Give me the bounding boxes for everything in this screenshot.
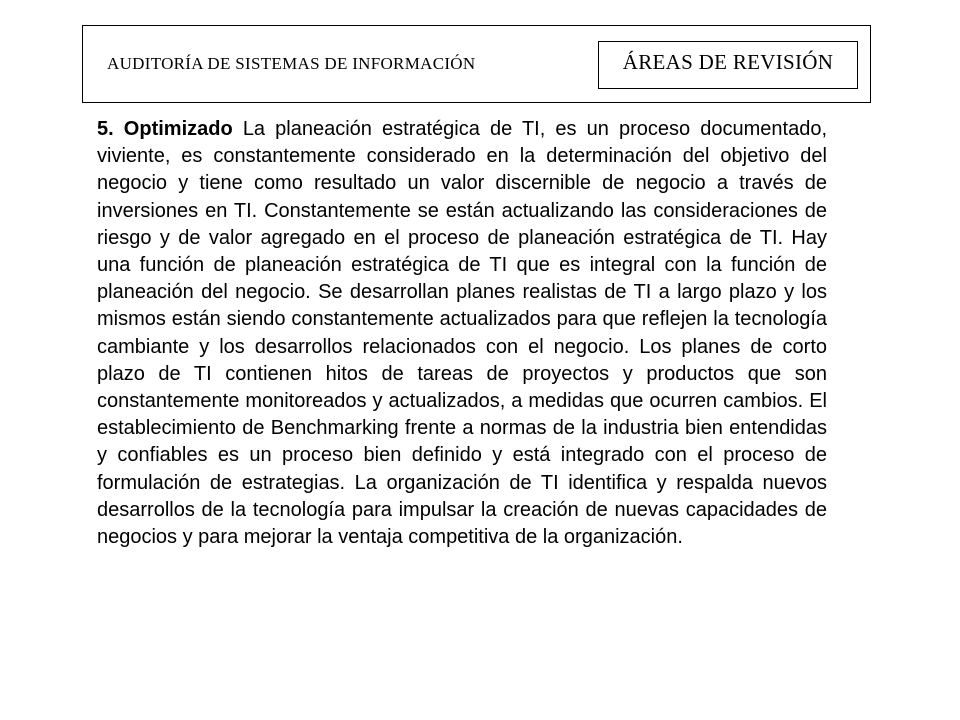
level-description: La planeación estratégica de TI, es un proceso documentado, viviente, es constantemente considerado en la determinación del objetivo del negocio y tiene como resultado un valor discernible de negocio a través de inversiones en TI. Constantemente se están actualizando las consideraciones de riesgo y de valor agregado en el proceso de planeación estratégica de TI. Hay una función de planeación estratégica de TI que es integral con la función de planeación del negocio. Se desarrollan planes realistas de TI a largo plazo y los mismos están siendo constantemente actualizados para que reflejen la tecnología cambiante y los desarrollos relacionados con el negocio. Los planes de corto plazo de TI contienen hitos de tareas de proyectos y productos que son constantemente monitoreados y actualizados, a medidas que ocurren cambios. El establecimiento de Benchmarking frente a normas de la industria bien entendidas y confiables es un proceso bien definido y está integrado con el proceso de formulación de estrategias. La organización de TI identifica y respalda nuevos desarrollos de la tecnología para impulsar la creación de nuevas capacidades de negocios y para mejorar la ventaja competitiva de la organización. — [97, 118, 828, 549]
body-paragraph — [97, 116, 827, 551]
header-title: AUDITORÍA DE SISTEMAS DE INFORMACIÓN — [107, 54, 476, 73]
header-box — [82, 25, 871, 103]
level-heading: 5. Optimizado — [97, 118, 233, 140]
section-label-box: ÁREAS DE REVISIÓN — [598, 41, 858, 89]
